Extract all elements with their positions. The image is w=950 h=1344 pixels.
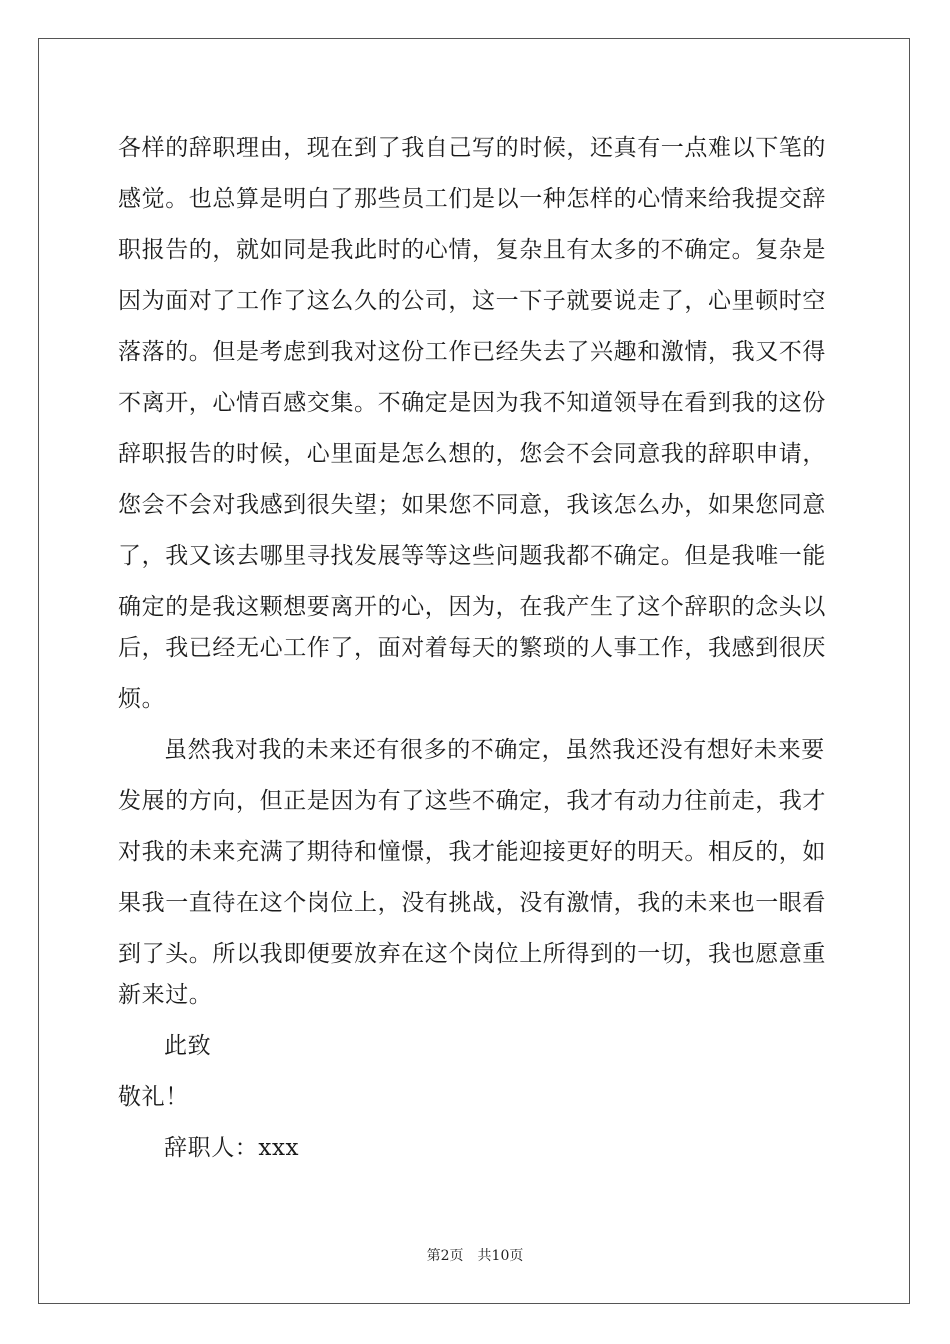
closing-text: 此致	[164, 1033, 212, 1059]
body-line: 对我的未来充满了期待和憧憬，我才能迎接更好的明天。相反的，如	[118, 839, 826, 865]
body-line: 到了头。所以我即便要放弃在这个岗位上所得到的一切，我也愿意重	[118, 941, 826, 967]
body-line: 虽然我对我的未来还有很多的不确定，虽然我还没有想好未来要	[164, 737, 825, 763]
salute-text: 敬礼！	[118, 1084, 189, 1110]
page-total: 共10页	[477, 1248, 524, 1264]
body-line: 果我一直待在这个岗位上，没有挑战，没有激情，我的未来也一眼看	[118, 890, 826, 916]
body-line: 落落的。但是考虑到我对这份工作已经失去了兴趣和激情，我又不得	[118, 339, 826, 365]
body-line: 职报告的，就如同是我此时的心情，复杂且有太多的不确定。复杂是	[118, 237, 826, 263]
signature-text: 辞职人：xxx	[164, 1135, 300, 1161]
body-line: 发展的方向，但正是因为有了这些不确定，我才有动力往前走，我才	[118, 788, 826, 814]
body-line: 新来过。	[118, 982, 213, 1008]
body-line: 各样的辞职理由，现在到了我自己写的时候，还真有一点难以下笔的	[118, 135, 826, 161]
body-line: 不离开，心情百感交集。不确定是因为我不知道领导在看到我的这份	[118, 390, 826, 416]
body-line: 您会不会对我感到很失望；如果您不同意，我该怎么办，如果您同意	[118, 492, 826, 518]
page-footer	[0, 1247, 950, 1265]
body-line: 感觉。也总算是明白了那些员工们是以一种怎样的心情来给我提交辞	[118, 186, 826, 212]
body-line: 因为面对了工作了这么久的公司，这一下子就要说走了，心里顿时空	[118, 288, 826, 314]
body-line: 后，我已经无心工作了，面对着每天的繁琐的人事工作，我感到很厌	[118, 635, 826, 661]
page-number: 第2页	[426, 1248, 464, 1264]
page-frame	[38, 38, 910, 1304]
body-line: 烦。	[118, 686, 166, 712]
body-line: 确定的是我这颗想要离开的心，因为，在我产生了这个辞职的念头以	[118, 594, 826, 620]
body-line: 了，我又该去哪里寻找发展等等这些问题我都不确定。但是我唯一能	[118, 543, 826, 569]
body-line: 辞职报告的时候，心里面是怎么想的，您会不会同意我的辞职申请，	[118, 441, 826, 467]
